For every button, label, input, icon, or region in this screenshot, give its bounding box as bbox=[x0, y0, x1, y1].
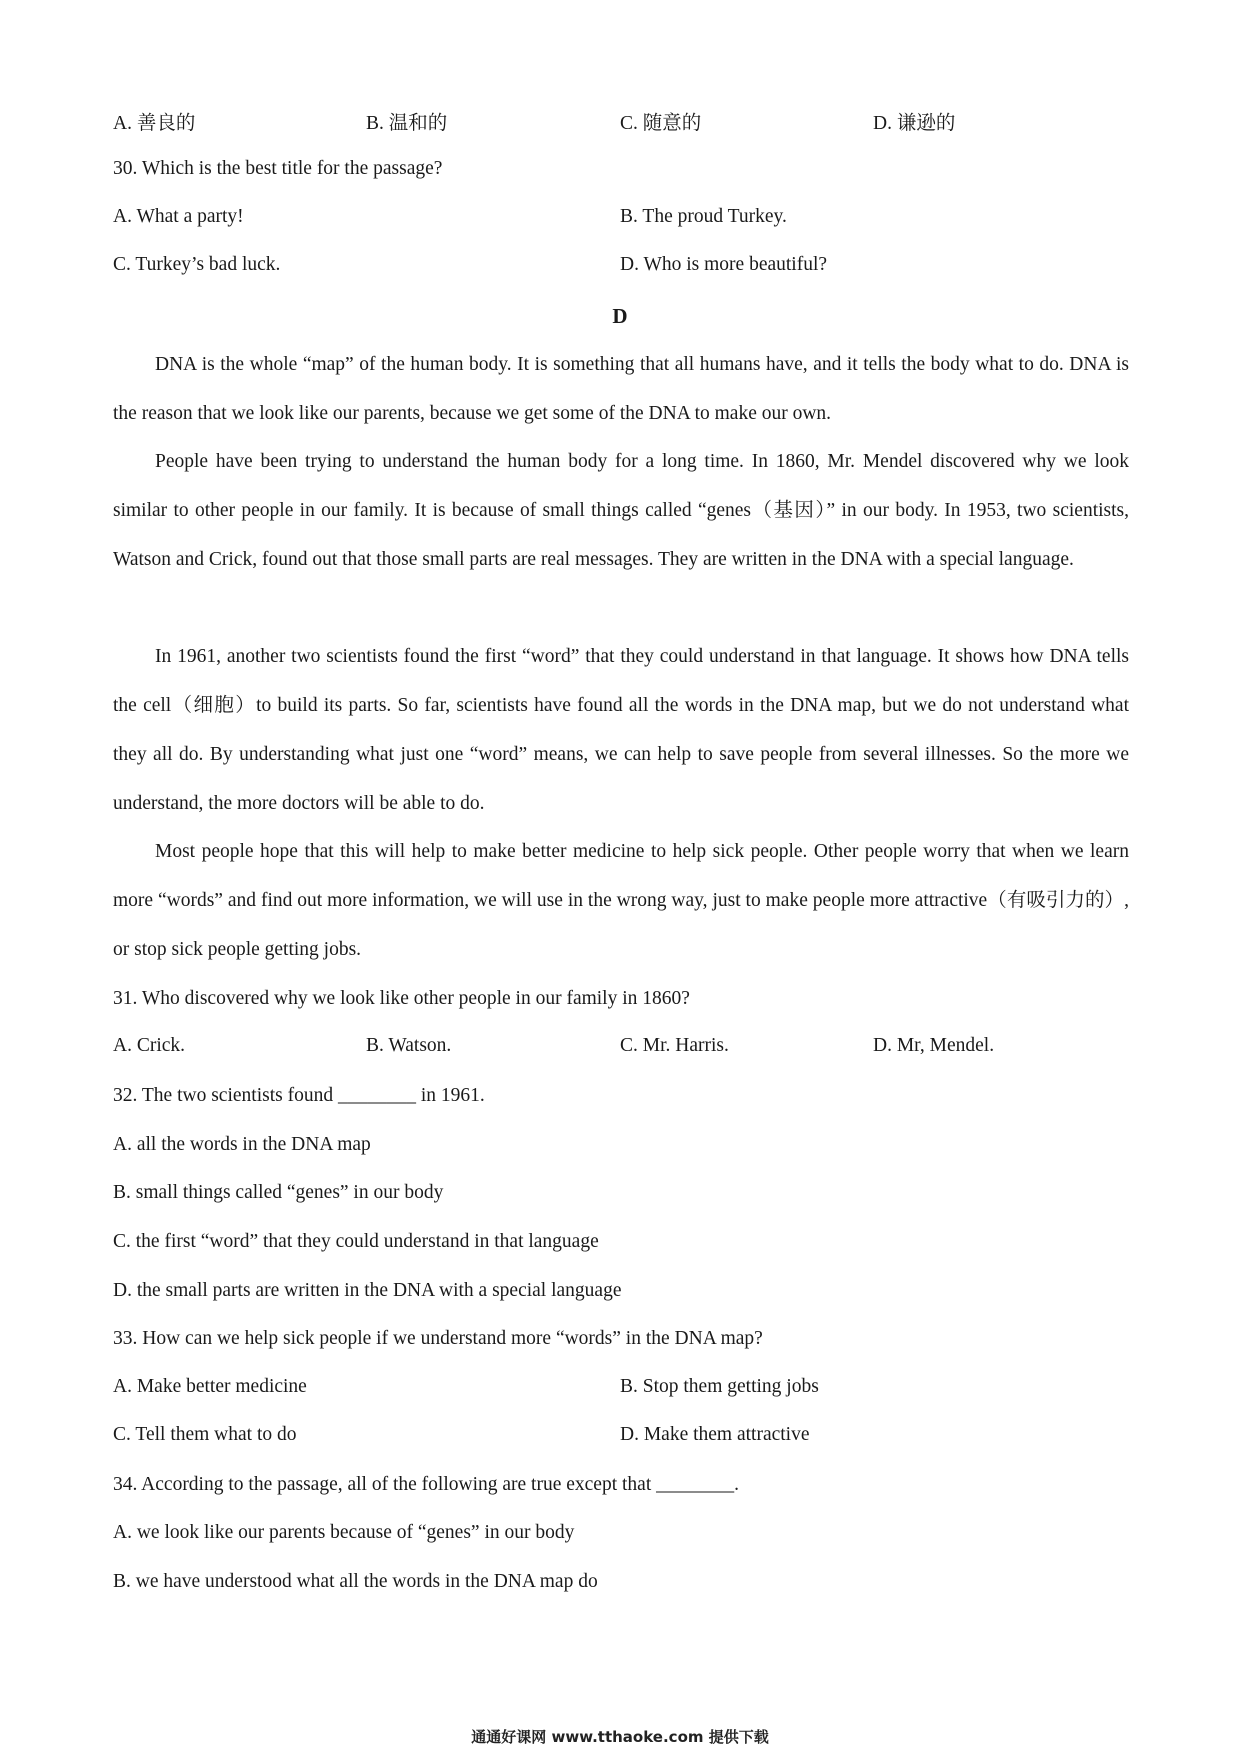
option-b: B. we have understood what all the words in the DNA map do bbox=[113, 1571, 598, 1592]
question-32: 32. The two scientists found ________ in 1961. bbox=[113, 1085, 485, 1106]
question-34: 34. According to the passage, all of the following are true except that ________. bbox=[113, 1474, 739, 1495]
option-d: D. Who is more beautiful? bbox=[620, 254, 828, 275]
passage-paragraph-4: Most people hope that this will help to make better medicine to help sick people. Other people worry that when we learn more “words” and find out more information, we will use in the wrong way, just to make people more attractive（有吸引力的）, or stop sick people getting jobs. bbox=[113, 841, 1129, 960]
option-c: C. Mr. Harris. bbox=[620, 1035, 729, 1056]
option-b: B. small things called “genes” in our body bbox=[113, 1182, 444, 1203]
option-d: D. 谦逊的 bbox=[873, 113, 956, 134]
option-d: D. Make them attractive bbox=[620, 1424, 810, 1445]
option-d: D. the small parts are written in the DNA with a special language bbox=[113, 1280, 622, 1301]
option-a: A. Make better medicine bbox=[113, 1376, 307, 1397]
option-b: B. Stop them getting jobs bbox=[620, 1376, 819, 1397]
passage-paragraph-2: People have been trying to understand the human body for a long time. In 1860, Mr. Mendel discovered why we look similar to other people in our family. It is because of small things called “genes（基因）” in our body. In 1953, two scientists, Watson and Crick, found out that those small parts are real messages. They are written in the DNA with a special language. bbox=[113, 451, 1129, 570]
option-a: A. What a party! bbox=[113, 206, 244, 227]
option-b: B. 温和的 bbox=[366, 113, 448, 134]
option-c: C. the first “word” that they could understand in that language bbox=[113, 1231, 599, 1252]
question-30: 30. Which is the best title for the passage? bbox=[113, 158, 443, 179]
option-a: A. we look like our parents because of “genes” in our body bbox=[113, 1522, 575, 1543]
option-c: C. Turkey’s bad luck. bbox=[113, 254, 281, 275]
option-a: A. 善良的 bbox=[113, 113, 196, 134]
question-33: 33. How can we help sick people if we understand more “words” in the DNA map? bbox=[113, 1328, 763, 1349]
option-d: D. Mr, Mendel. bbox=[873, 1035, 995, 1056]
option-a: A. Crick. bbox=[113, 1035, 186, 1056]
section-heading: D bbox=[612, 304, 628, 328]
option-b: B. Watson. bbox=[366, 1035, 452, 1056]
question-31: 31. Who discovered why we look like other people in our family in 1860? bbox=[113, 988, 690, 1009]
option-c: C. Tell them what to do bbox=[113, 1424, 297, 1445]
option-b: B. The proud Turkey. bbox=[620, 206, 787, 227]
option-c: C. 随意的 bbox=[620, 113, 702, 134]
page-footer: 通通好课网 www.tthaoke.com 提供下载 bbox=[471, 1728, 769, 1746]
passage-paragraph-1: DNA is the whole “map” of the human body. It is something that all humans have, and it tells the body what to do. DNA is the reason that we look like our parents, because we get some of the DNA to make our own. bbox=[113, 354, 1129, 424]
passage-paragraph-3: In 1961, another two scientists found the first “word” that they could understand in that language. It shows how DNA tells the cell（细胞）to build its parts. So far, scientists have found all the words in the DNA map, but we do not understand what they all do. By understanding what just one “word” means, we can help to save people from several illnesses. So the more we understand, the more doctors will be able to do. bbox=[113, 646, 1129, 814]
option-a: A. all the words in the DNA map bbox=[113, 1134, 371, 1155]
